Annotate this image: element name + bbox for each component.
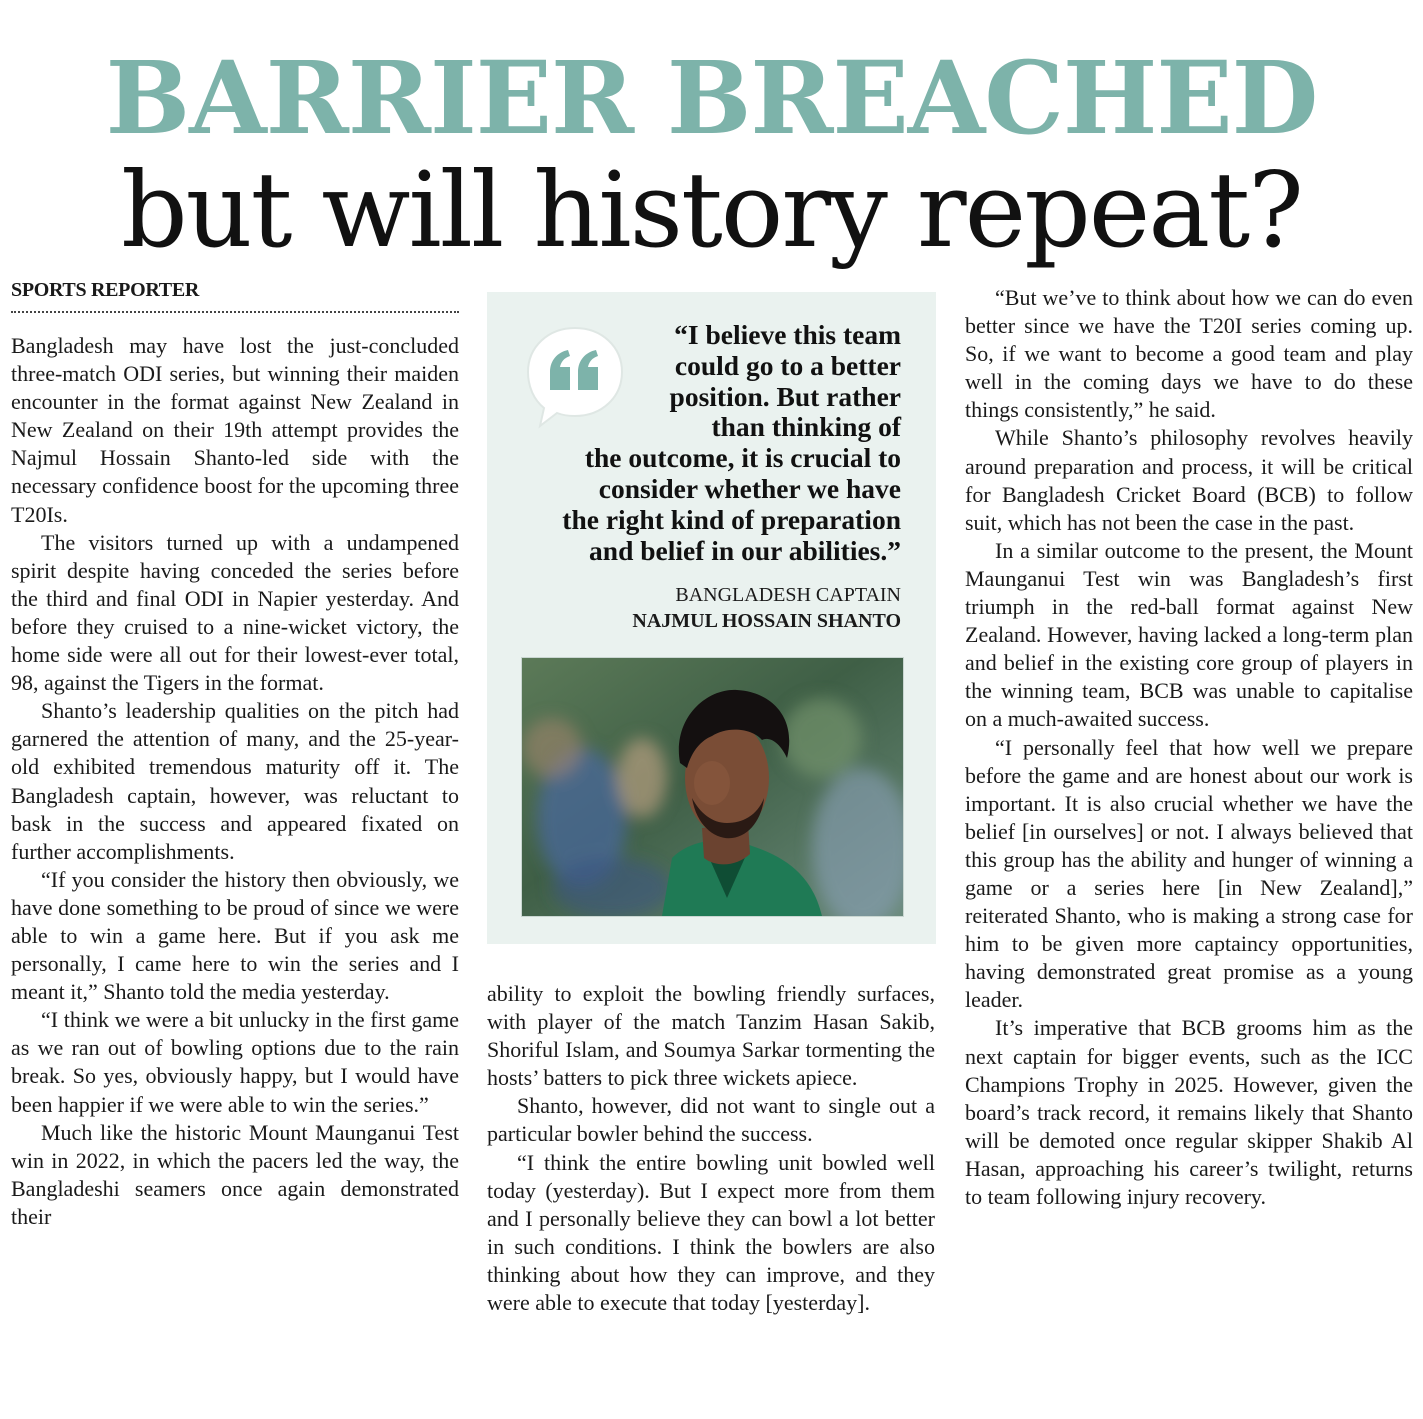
pull-quote-line: the right kind of preparation: [562, 503, 901, 535]
article-column-2: [487, 980, 935, 1317]
pull-quote-line: and belief in our abilities.”: [589, 534, 901, 566]
quote-attribution-role: BANGLADESH CAPTAIN: [675, 584, 901, 606]
paragraph: “But we’ve to think about how we can do even better since we have the T20I series coming up. So, if we want to become a good team and play well in the coming days we have to do these things consistently,” he said.: [965, 285, 1413, 423]
pull-quote-line: position. But rather: [669, 380, 901, 412]
quote-attribution-name: NAJMUL HOSSAIN SHANTO: [632, 610, 901, 632]
paragraph: It’s imperative that BCB grooms him as the next captain for bigger events, such as the ICC Champions Trophy in 2025. However, given the board’s track record, it remains likely that Shanto will be demoted once regular skipper Shakib Al Hasan, approaching his career’s twilight, returns to team following injury recovery.: [965, 1015, 1413, 1209]
player-photo-illustration: [522, 658, 903, 916]
paragraph: “I think we were a bit unlucky in the first game as we ran out of bowling options due to the rain break. So yes, obviously happy, but I would have been happier if we were able to win the series.”: [11, 1007, 459, 1117]
paragraph: “I personally feel that how well we prepare before the game and are honest about our work is important. It is also crucial whether we have the belief [in ourselves] or not. I always believed that this group has the ability and hunger of winning a game or a series here [in New Zealand],” reiterated Shanto, who is making a strong case for him to be given more captaincy opportunities, having demonstrated great promise as a young leader.: [965, 734, 1413, 1013]
paragraph: In a similar outcome to the present, the Mount Maunganui Test win was Bangladesh’s first triumph in the red-ball format against New Zealand. However, having lacked a long-term plan and belief in the existing core group of players in the winning team, BCB was unable to capitalise on a much-awaited success.: [965, 537, 1413, 732]
pull-quote-line: “I believe this team: [674, 319, 901, 350]
paragraph: “If you consider the history then obviously, we have done something to be proud of since we were able to win a game here. But if you ask me personally, I came here to win the series and I meant it,” Shanto told the media yesterday.: [11, 866, 459, 1005]
pull-quote-box: [487, 292, 936, 944]
paragraph: “I think the entire bowling unit bowled well today (yesterday). But I expect more from them and I personally believe they can bowl a lot better in such conditions. I think the bowlers are also thinking about how they can improve, and they were able to execute that today [yesterday].: [487, 1149, 935, 1316]
pull-quote-line: than thinking of: [711, 411, 901, 443]
byline: SPORTS REPORTER: [11, 279, 459, 313]
paragraph: While Shanto’s philosophy revolves heavily around preparation and process, it will be critical for Bangladesh Cricket Board (BCB) to follow suit, which has not been the case in the past.: [965, 425, 1413, 535]
paragraph: The visitors turned up with a undampened spirit despite having conceded the series before the third and final ODI in Napier yesterday. And before they cruised to a nine-wicket victory, the home side were all out for their lowest-ever total, 98, against the Tigers in the format.: [11, 529, 459, 696]
headline-sub: but will history repeat?: [121, 149, 1302, 271]
paragraph: Much like the historic Mount Maunganui Test win in 2022, in which the pacers led the way, the Bangladeshi seamers once again demonstrated their: [11, 1119, 459, 1229]
pull-quote-line: the outcome, it is crucial to: [584, 442, 901, 474]
pull-quote-line: consider whether we have: [598, 472, 901, 504]
article-column-1: [11, 332, 459, 1231]
player-photo: [521, 657, 904, 917]
paragraph: Shanto, however, did not want to single out a particular bowler behind the success.: [487, 1093, 935, 1147]
paragraph: Shanto’s leadership qualities on the pitch had garnered the attention of many, and the 25-year-old exhibited tremendous maturity off it. The Bangladesh captain, however, was reluctant to bask in the success and appeared fixated on further accomplishments.: [11, 698, 459, 864]
pull-quote-text: [501, 320, 901, 566]
headline-main: BARRIER BREACHED: [105, 39, 1318, 157]
paragraph: ability to exploit the bowling friendly surfaces, with player of the match Tanzim Hasan Sakib, Shoriful Islam, and Soumya Sarkar tormenting the hosts’ batters to pick three wickets apiece.: [487, 981, 935, 1091]
paragraph: Bangladesh may have lost the just-concluded three-match ODI series, but winning their maiden encounter in the format against New Zealand in New Zealand on their 19th attempt provides the Najmul Hossain Shanto-led side with the necessary confidence boost for the upcoming three T20Is.: [11, 333, 459, 527]
pull-quote-line: could go to a better: [674, 349, 901, 381]
article-column-3: [965, 284, 1413, 1211]
